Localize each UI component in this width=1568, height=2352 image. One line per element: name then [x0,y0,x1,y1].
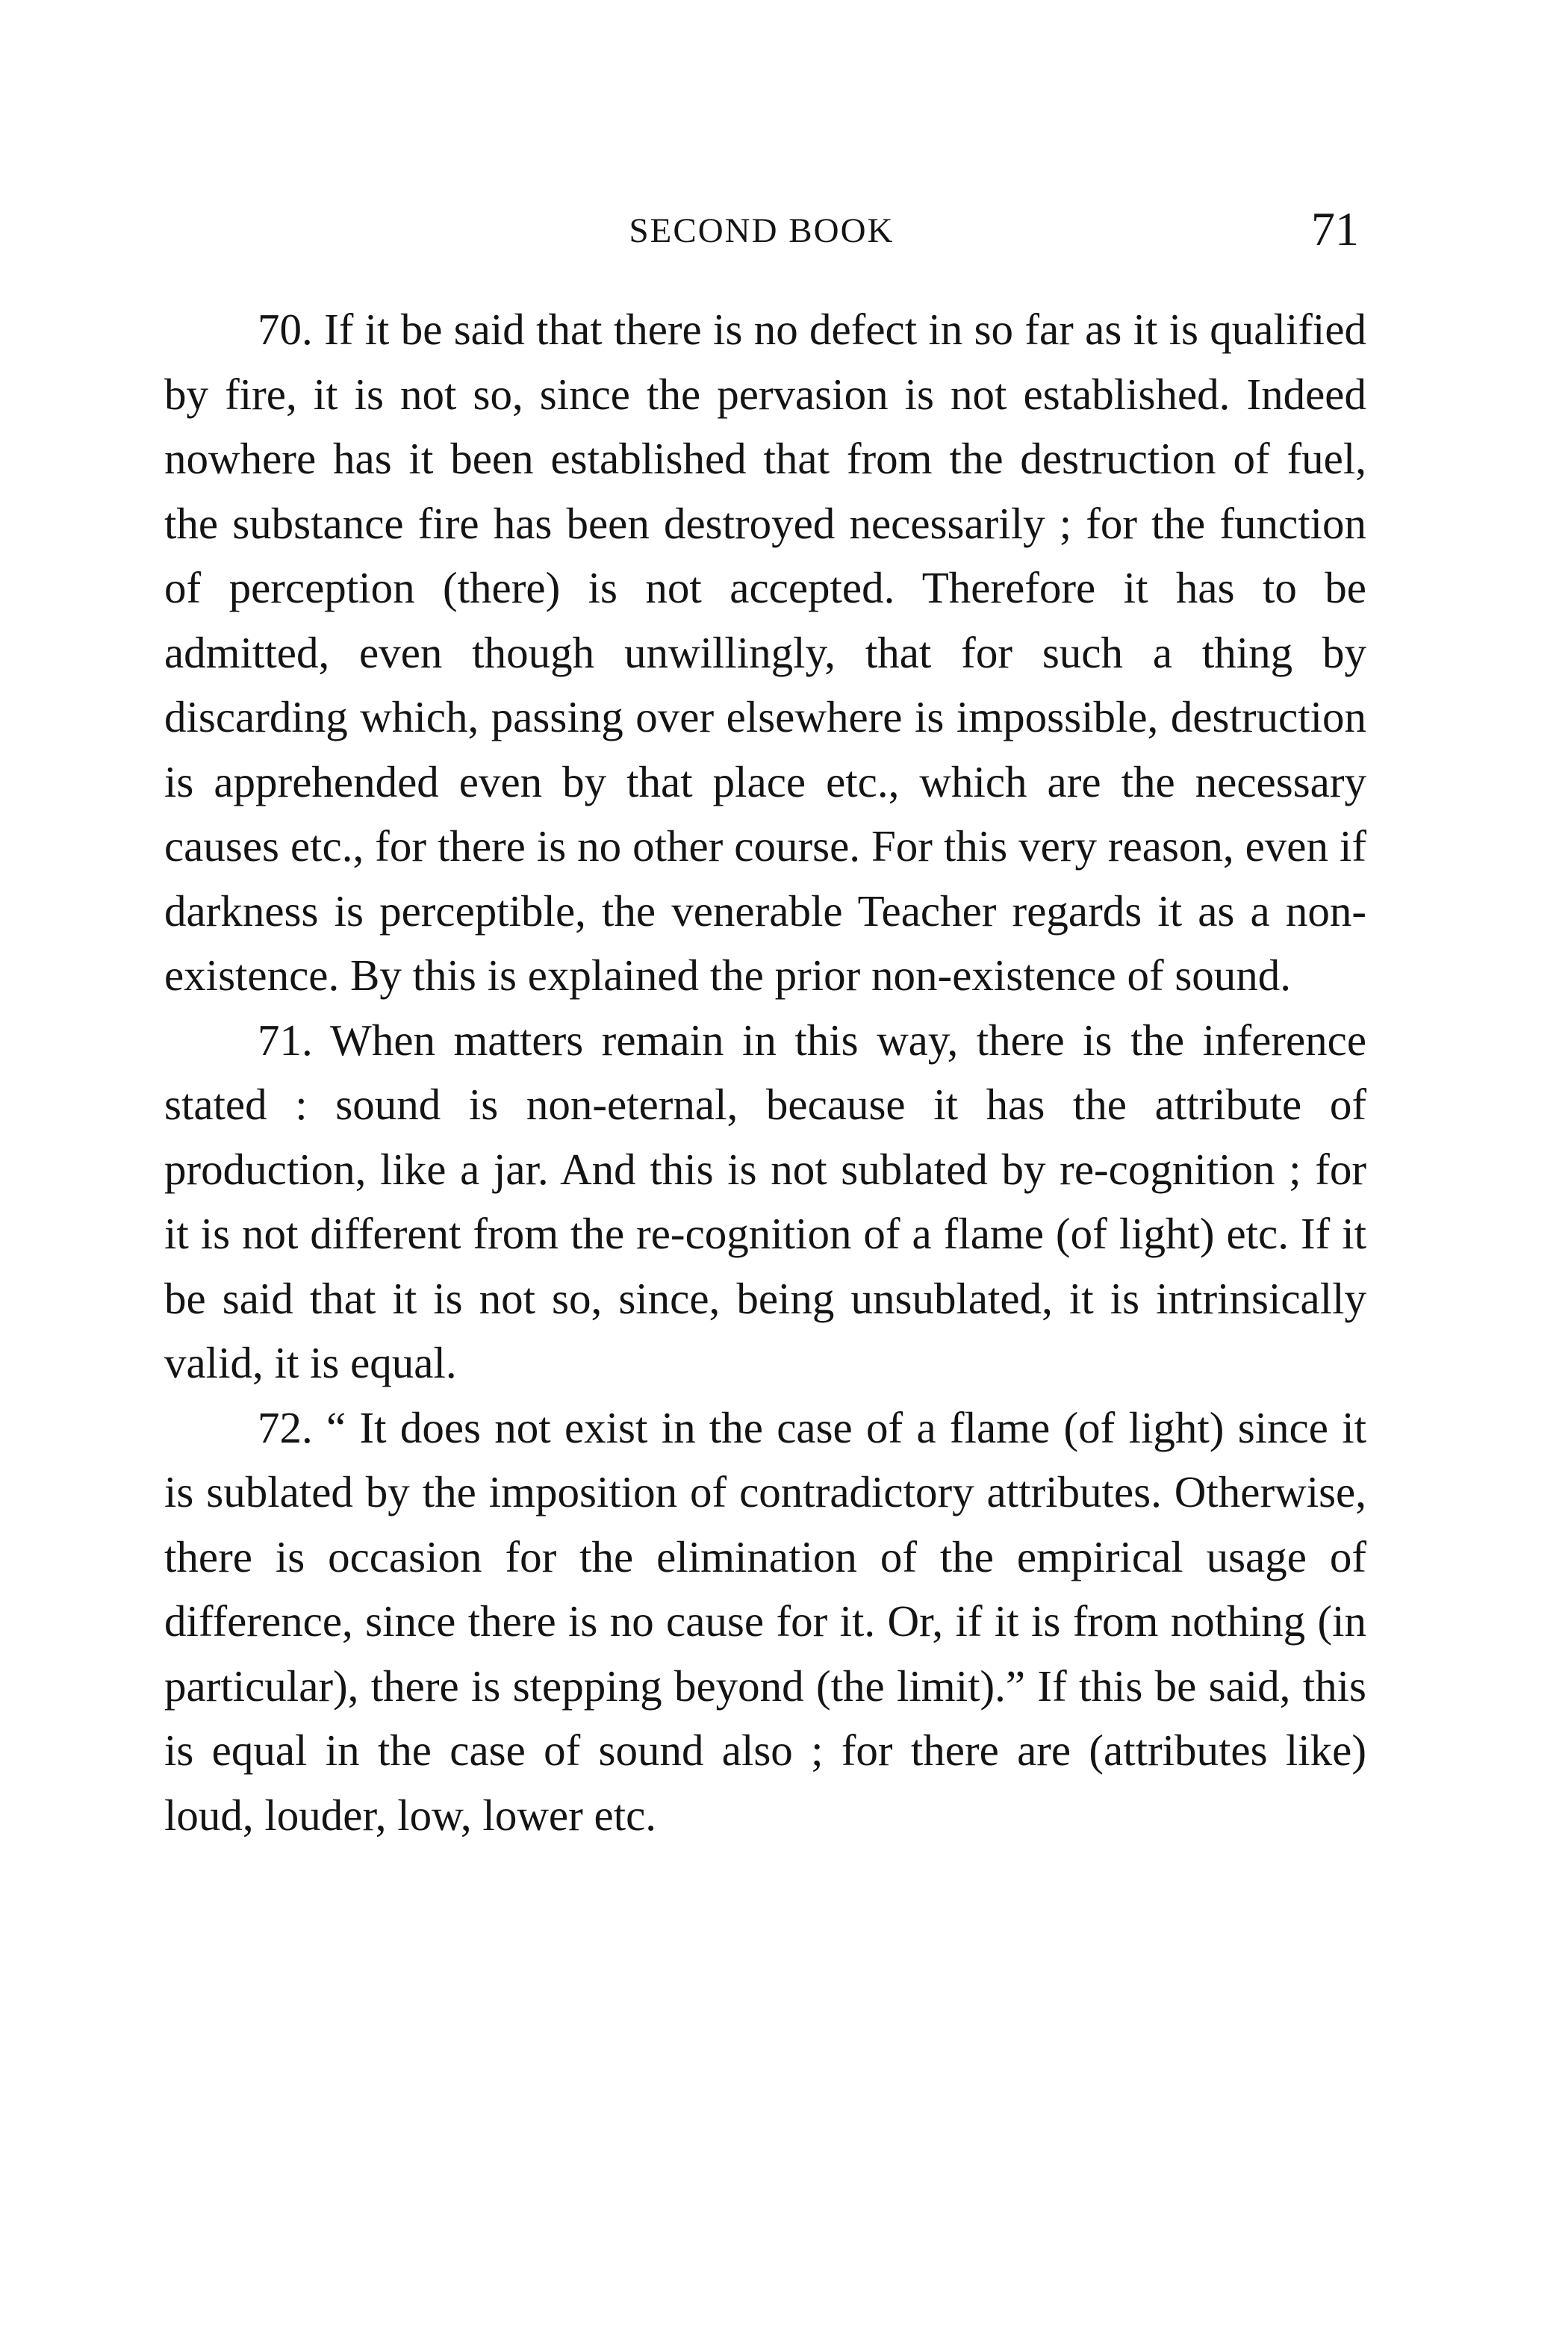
paragraph-text: When matters remain in this way, there is the inference stated : sound is non-eternal, because it has the attribute of production, like a jar. And this is not sublated by re-cognition ; for it is not different from the re-cognition of a flame (of light) etc. If it be said that it is not so, since, being unsublated, it is intrinsically valid, it is equal. [164,1015,1366,1387]
running-head [164,202,1359,269]
paragraph-text: If it be said that there is no defect in so far as it is qualified by fire, it is not so, since the pervasion is not established. Indeed nowhere has it been established that from the destruction of fuel, the substance fire has been destroyed necessarily ; for the function of perception (there) is not accepted. Therefore it has to be admitted, even though unwillingly, that for such a thing by discarding which, passing over elsewhere is impossible, destruction is apprehended even by that place etc., which are the necessary causes etc., for there is no other course. For this very reason, even if darkness is perceptible, the venerable Teacher regards it as a non-existence. By this is explained the prior non-existence of sound. [164,305,1367,1000]
body-text [164,297,1366,1847]
paragraph-number: 71. [258,1015,313,1065]
paragraph-text: “ It does not exist in the case of a flame (of light) since it is sublated by the imposition of contradictory attributes. Otherwise, there is occasion for the elimination of the empirical usage of difference, since there is no cause for it. Or, if it is from nothing (in particular), there is stepping beyond (the limit).” If this be said, this is equal in the case of sound also ; for there are (attributes like) loud, louder, low, lower etc. [164,1402,1367,1840]
paragraph-70 [164,297,1366,1008]
page-number: 71 [1311,202,1359,255]
paragraph-number: 70. [258,305,313,354]
paragraph-72 [164,1396,1366,1848]
paragraph-number: 72. [258,1402,313,1452]
running-title: SECOND BOOK [629,211,895,250]
paragraph-71 [164,1008,1366,1396]
